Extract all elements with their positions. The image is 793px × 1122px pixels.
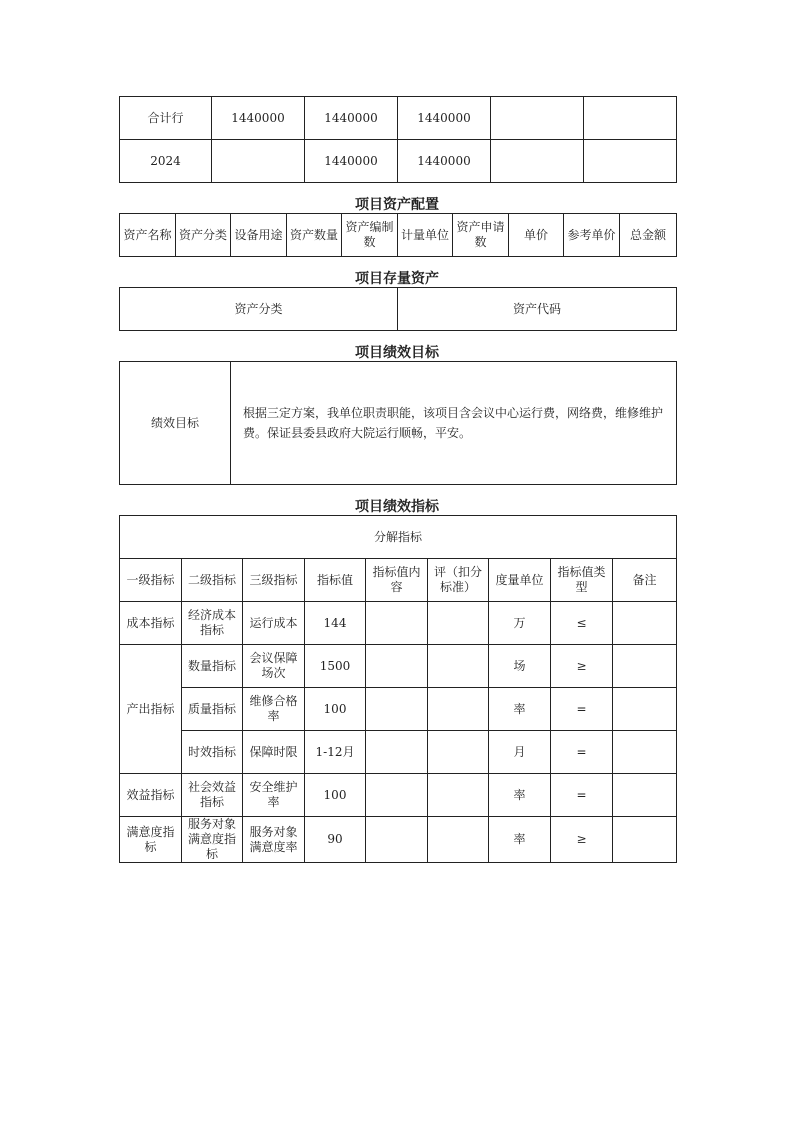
stock-assets-title: 项目存量资产	[355, 271, 439, 287]
table-cell	[212, 140, 305, 183]
column-header: 备注	[613, 559, 677, 602]
value-cell: 100	[305, 688, 366, 731]
indicators-title: 项目绩效指标	[355, 499, 439, 515]
level3-cell: 维修合格率	[243, 688, 305, 731]
level1-cost: 成本指标	[120, 602, 182, 645]
value-cell: 1-12月	[305, 731, 366, 774]
column-header: 总金额	[620, 214, 677, 257]
level3-cell: 服务对象满意度率	[243, 817, 305, 863]
table-header-row	[120, 214, 677, 257]
asset-config-title: 项目资产配置	[355, 197, 439, 213]
column-header: 设备用途	[231, 214, 287, 257]
table-cell: 合计行	[120, 97, 212, 140]
content-cell	[366, 602, 428, 645]
content-cell	[366, 645, 428, 688]
table-cell	[491, 140, 584, 183]
table-row	[120, 645, 677, 688]
note-cell	[613, 602, 677, 645]
goal-label: 绩效目标	[120, 362, 231, 485]
column-header: 一级指标	[120, 559, 182, 602]
column-header: 资产名称	[120, 214, 176, 257]
level2-cell: 服务对象满意度指标	[182, 817, 243, 863]
goal-text: 根据三定方案，我单位职责职能，该项目含会议中心运行费，网络费，维修维护费。保证县委县政府大院运行顺畅，平安。	[231, 362, 677, 485]
stock-assets-table	[119, 287, 677, 331]
score-cell	[428, 645, 489, 688]
type-cell: ≤	[551, 602, 613, 645]
score-cell	[428, 774, 489, 817]
column-header: 指标值	[305, 559, 366, 602]
column-header: 指标值内容	[366, 559, 428, 602]
table-row	[120, 140, 677, 183]
type-cell: =	[551, 688, 613, 731]
table-cell: 1440000	[305, 97, 398, 140]
table-cell: 1440000	[398, 140, 491, 183]
note-cell	[613, 817, 677, 863]
column-header: 资产申请数	[453, 214, 509, 257]
column-header: 三级指标	[243, 559, 305, 602]
value-cell: 100	[305, 774, 366, 817]
table-row	[120, 97, 677, 140]
table-cell: 2024	[120, 140, 212, 183]
value-cell: 1500	[305, 645, 366, 688]
type-cell: ≥	[551, 645, 613, 688]
unit-cell: 场	[489, 645, 551, 688]
note-cell	[613, 731, 677, 774]
level1-output: 产出指标	[120, 645, 182, 774]
column-header: 资产分类	[176, 214, 231, 257]
table-cell: 1440000	[398, 97, 491, 140]
unit-cell: 率	[489, 688, 551, 731]
type-cell: =	[551, 774, 613, 817]
content-cell	[366, 731, 428, 774]
asset-config-table	[119, 213, 677, 257]
column-header: 单价	[509, 214, 564, 257]
content-cell	[366, 688, 428, 731]
indicators-table	[119, 515, 677, 863]
table-row	[120, 602, 677, 645]
level2-cell: 时效指标	[182, 731, 243, 774]
table-row	[120, 774, 677, 817]
value-cell: 144	[305, 602, 366, 645]
unit-cell: 率	[489, 817, 551, 863]
table-row	[120, 817, 677, 863]
column-header: 参考单价	[564, 214, 620, 257]
value-cell: 90	[305, 817, 366, 863]
level2-cell: 质量指标	[182, 688, 243, 731]
note-cell	[613, 688, 677, 731]
column-header: 资产代码	[398, 288, 677, 331]
level3-cell: 运行成本	[243, 602, 305, 645]
indicators-caption: 分解指标	[120, 516, 677, 559]
table-cell	[491, 97, 584, 140]
content-cell	[366, 817, 428, 863]
column-header: 计量单位	[398, 214, 453, 257]
table-row	[120, 362, 677, 485]
level2-cell: 数量指标	[182, 645, 243, 688]
unit-cell: 月	[489, 731, 551, 774]
level1-satisfaction: 满意度指标	[120, 817, 182, 863]
unit-cell: 万	[489, 602, 551, 645]
note-cell	[613, 645, 677, 688]
funds-table	[119, 96, 677, 183]
column-header: 度量单位	[489, 559, 551, 602]
performance-goal-title: 项目绩效目标	[355, 345, 439, 361]
table-cell: 1440000	[305, 140, 398, 183]
column-header: 资产分类	[120, 288, 398, 331]
type-cell: ≥	[551, 817, 613, 863]
level2-cell: 经济成本指标	[182, 602, 243, 645]
score-cell	[428, 731, 489, 774]
table-cell: 1440000	[212, 97, 305, 140]
level3-cell: 会议保障场次	[243, 645, 305, 688]
table-header-row	[120, 288, 677, 331]
level3-cell: 保障时限	[243, 731, 305, 774]
column-header: 资产编制数	[342, 214, 398, 257]
score-cell	[428, 688, 489, 731]
table-caption-row	[120, 516, 677, 559]
table-header-row	[120, 559, 677, 602]
column-header: 资产数量	[287, 214, 342, 257]
score-cell	[428, 817, 489, 863]
table-row	[120, 731, 677, 774]
column-header: 二级指标	[182, 559, 243, 602]
score-cell	[428, 602, 489, 645]
table-cell	[584, 97, 677, 140]
performance-goal-table	[119, 361, 677, 485]
column-header: 评（扣分标准）	[428, 559, 489, 602]
unit-cell: 率	[489, 774, 551, 817]
content-cell	[366, 774, 428, 817]
note-cell	[613, 774, 677, 817]
table-row	[120, 688, 677, 731]
table-cell	[584, 140, 677, 183]
level2-cell: 社会效益指标	[182, 774, 243, 817]
type-cell: =	[551, 731, 613, 774]
column-header: 指标值类型	[551, 559, 613, 602]
level3-cell: 安全维护率	[243, 774, 305, 817]
level1-benefit: 效益指标	[120, 774, 182, 817]
